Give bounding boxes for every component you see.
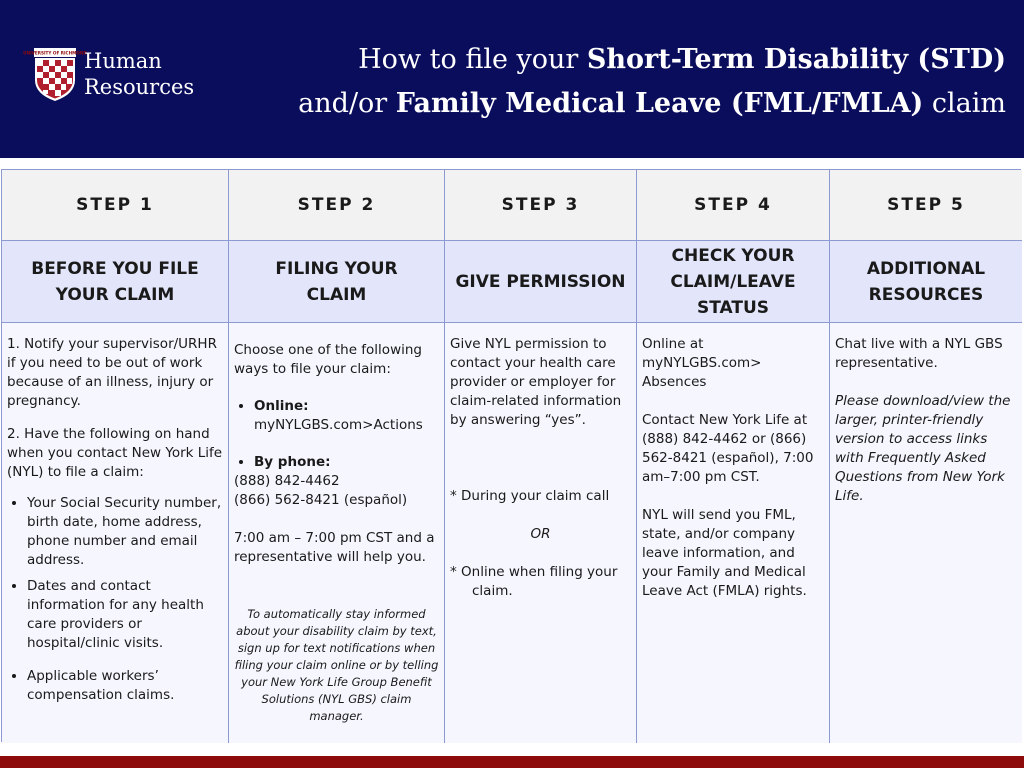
online-method [254, 397, 439, 435]
step-1-body [2, 323, 229, 743]
step-4-heading: CHECK YOUR CLAIM/LEAVE STATUS [637, 241, 830, 323]
hr-logo [23, 48, 204, 104]
list-item: • Applicable workers’ compensation claims. [27, 667, 223, 705]
step-1-header: STEP 1 [2, 170, 229, 241]
seal-text: UNIVERSITY OF RICHMOND [23, 50, 87, 56]
list-item: • Your Social Security number, birth date, home address, phone number and email address. [27, 494, 223, 570]
phone-number-1: (888) 842-4462 [234, 473, 340, 489]
step-2-body [229, 323, 445, 743]
logo-line-2: Resources [84, 75, 195, 99]
phone-number-2: (866) 562-8421 (español) [234, 492, 408, 508]
step-5-paragraph-1: Chat live with a NYL GBS representative. [835, 336, 1003, 371]
option-online: * Online when filing your claim. [450, 564, 618, 599]
or-divider: OR [530, 526, 551, 542]
title-fmla: Family Medical Leave (FML/FMLA) [395, 88, 924, 119]
text-notification-note: To automatically stay informed about your disability claim by text, sign up for text notifications when filing your claim online or by telling your New York Life Group Benefit Solutions (NYL GBS) claim manager. [234, 607, 439, 723]
list-item: • Dates and contact information for any health care providers or hospital/clinic visits. [27, 577, 223, 653]
step-4-header: STEP 4 [637, 170, 830, 241]
step-4-paragraph-2: Contact New York Life at (888) 842-4462 or (866) 562-8421 (español), 7:00 am–7:00 pm CST. [642, 412, 814, 485]
step-3-body [445, 323, 637, 743]
online-label: Online: [254, 398, 309, 414]
step-2-header: STEP 2 [229, 170, 445, 241]
step-4-paragraph-3: NYL will send you FML, state, and/or company leave information, and your Family and Medical Leave Act (FMLA) rights. [642, 507, 807, 599]
option-claim-call: * During your claim call [450, 488, 610, 504]
online-value: myNYLGBS.com>Actions [254, 417, 423, 433]
bottom-accent-bar [0, 756, 1024, 768]
step-5-heading: ADDITIONAL RESOURCES [830, 241, 1022, 323]
step-5-paragraph-2: Please download/view the larger, printer-friendly version to access links with Frequently Asked Questions from New York Life. [835, 393, 1011, 504]
title-text: and/or [298, 88, 396, 119]
logo-line-1: Human [84, 49, 162, 73]
step-3-paragraph: Give NYL permission to contact your health care provider or employer for claim-related information by answering “yes”. [450, 336, 622, 428]
title-line-2 [246, 82, 1006, 126]
title-std: Short-Term Disability (STD) [586, 44, 1006, 75]
step-2-methods [234, 397, 439, 472]
phone-hours: 7:00 am – 7:00 pm CST and a representative will help you. [234, 530, 435, 565]
step-1-paragraph-2: 2. Have the following on hand when you contact New York Life (NYL) to file a claim: [7, 426, 223, 480]
university-shield-icon [23, 48, 87, 102]
step-1-checklist [7, 494, 223, 705]
step-5-body [830, 323, 1022, 743]
logo-text [84, 48, 194, 100]
step-3-heading: GIVE PERMISSION [445, 241, 637, 323]
phone-method [254, 453, 439, 472]
steps-table [1, 169, 1021, 742]
title-line-1 [246, 38, 1006, 82]
header-banner [0, 0, 1024, 158]
page-title [246, 38, 1006, 126]
step-3-header: STEP 3 [445, 170, 637, 241]
step-1-paragraph-1: 1. Notify your supervisor/URHR if you need to be out of work because of an illness, injury or pregnancy. [7, 336, 217, 409]
step-4-paragraph-1: Online at myNYLGBS.com> Absences [642, 336, 762, 390]
step-1-heading: BEFORE YOU FILE YOUR CLAIM [2, 241, 229, 323]
phone-label: By phone: [254, 454, 331, 470]
step-5-header: STEP 5 [830, 170, 1022, 241]
title-text: How to file your [358, 44, 587, 75]
step-2-intro: Choose one of the following ways to file your claim: [234, 342, 422, 377]
step-4-body [637, 323, 830, 743]
step-2-heading: FILING YOUR CLAIM [229, 241, 445, 323]
title-text: claim [923, 88, 1006, 119]
